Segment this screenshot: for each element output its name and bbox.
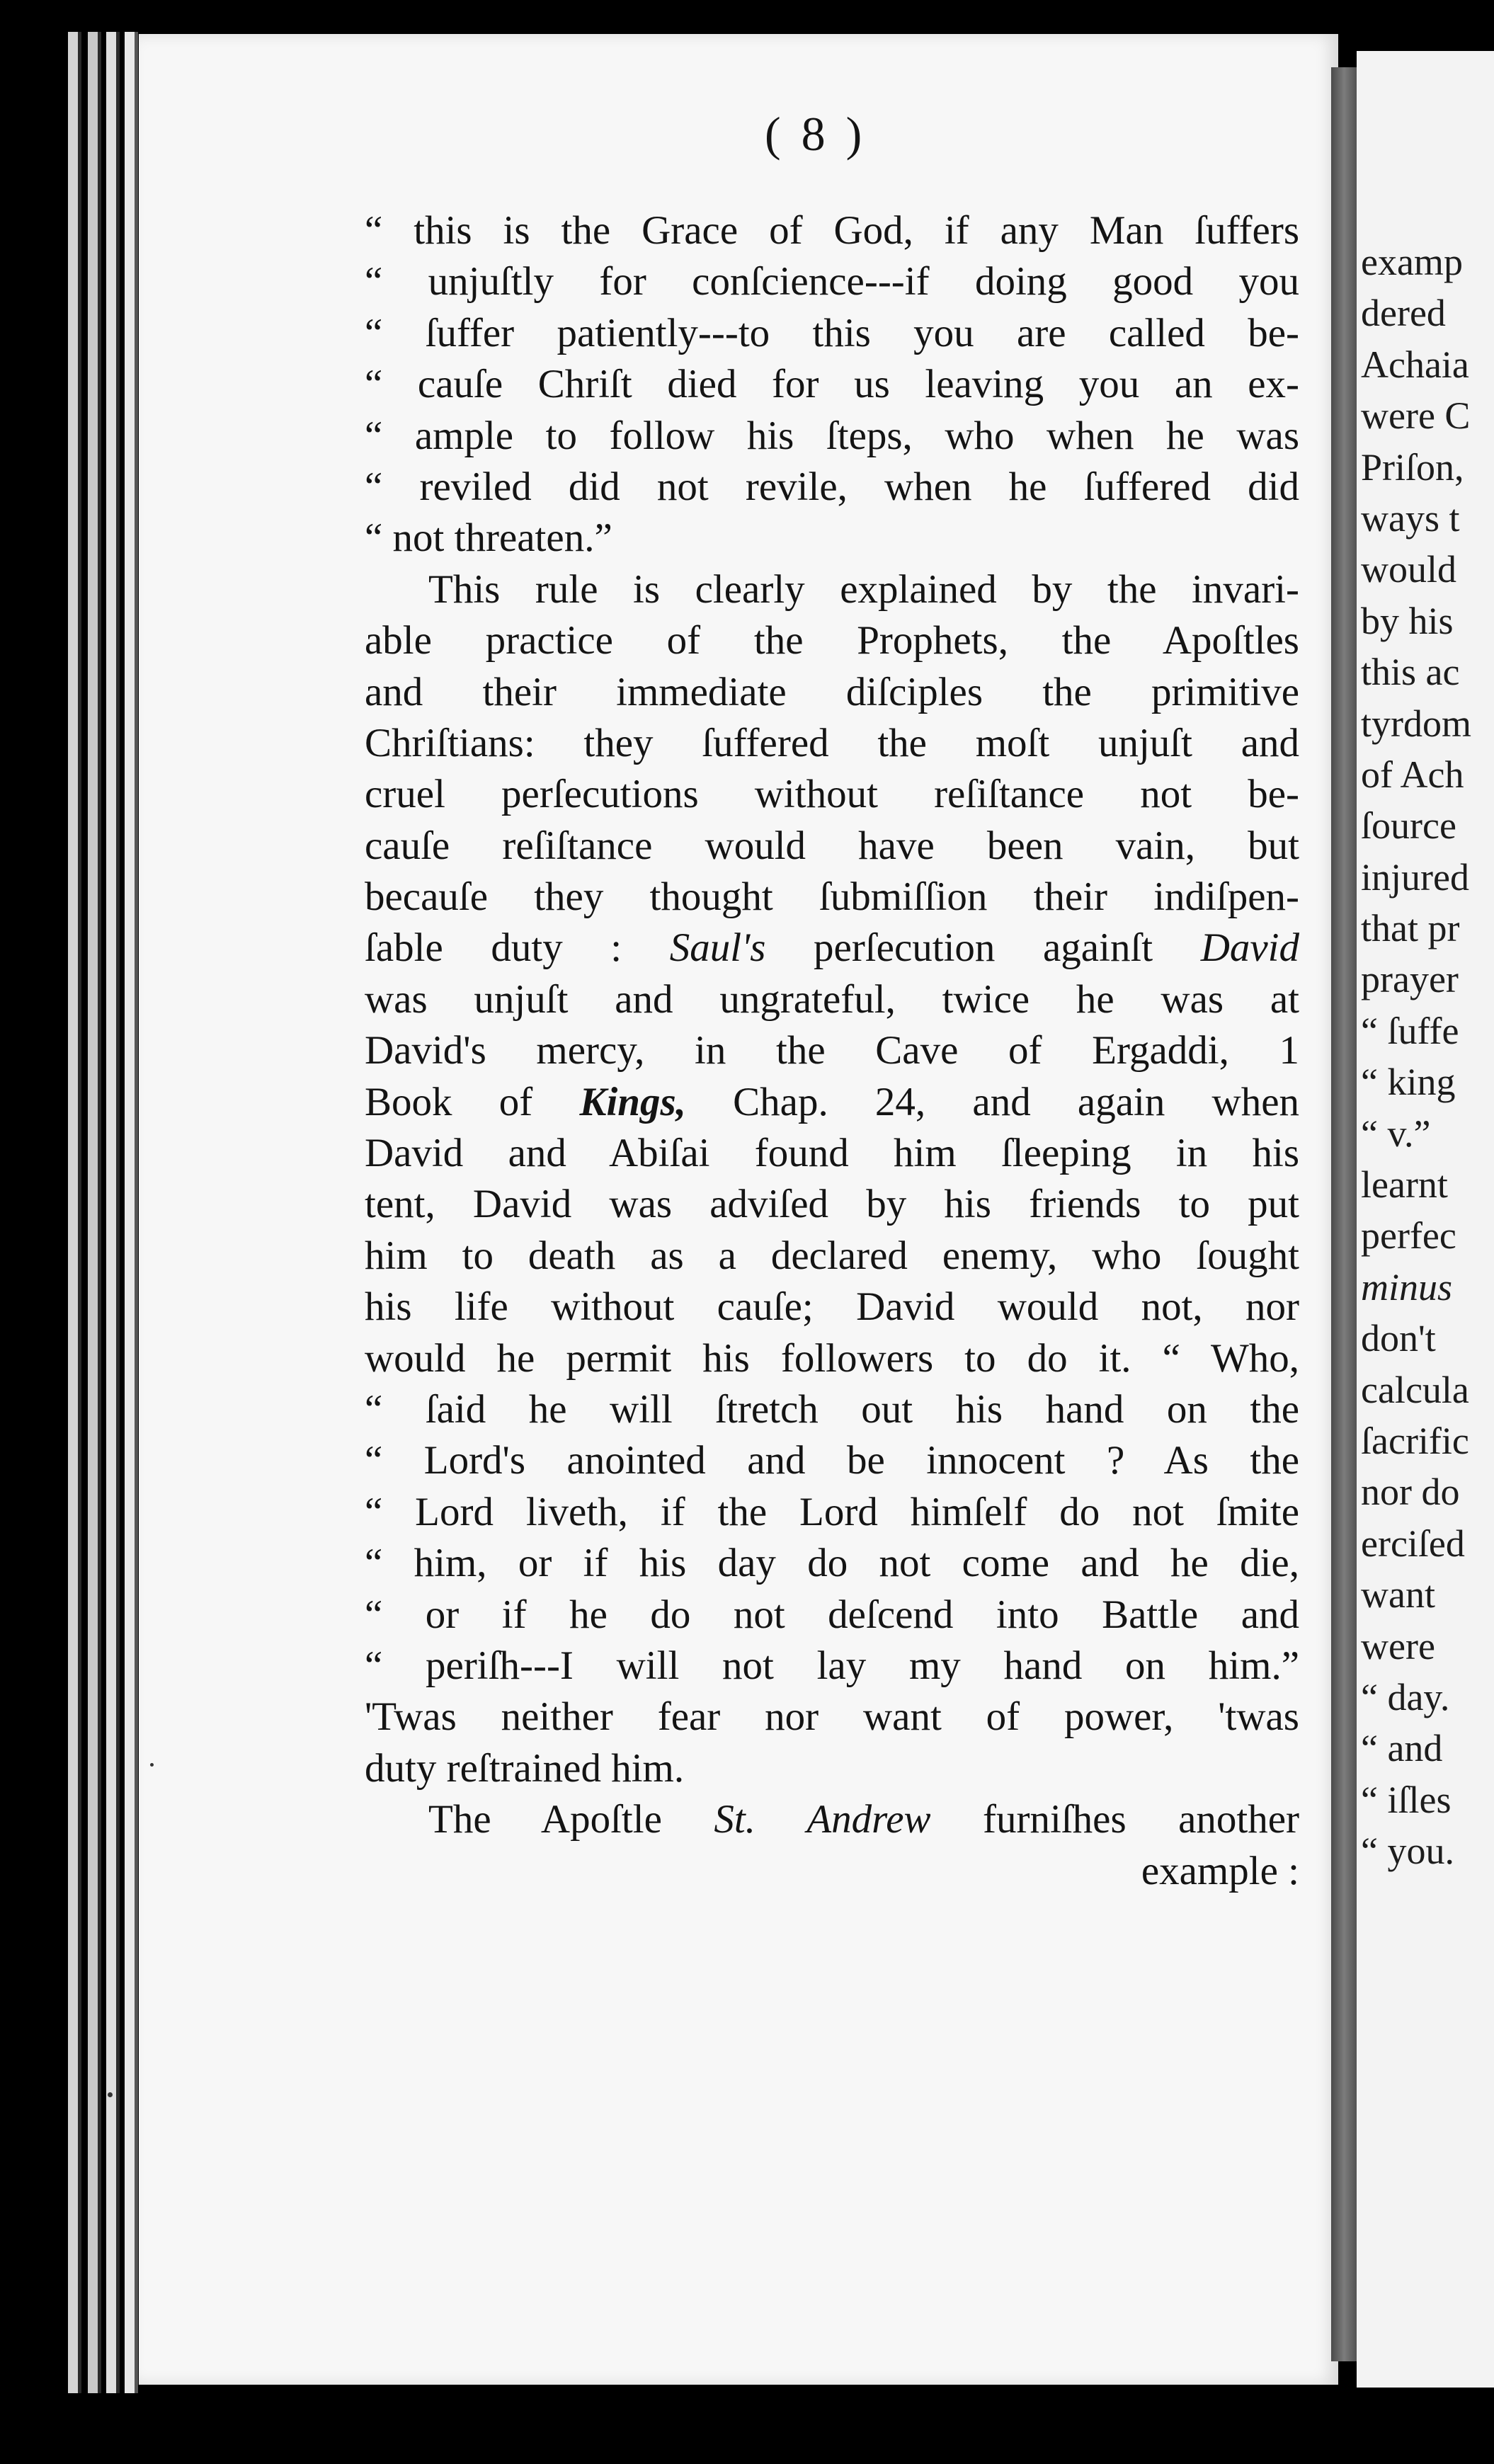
facing-page [1357,51,1494,2388]
text-line: “ reviled did not revile, when he ſuffered did [365,464,1299,509]
italic-name-st-andrew: St. Andrew [714,1797,931,1842]
ink-speck [108,2092,113,2097]
facing-line: perfec [1361,1214,1456,1257]
page-edge [125,32,138,2393]
page-edge [68,32,81,2393]
text-line: David's mercy, in the Cave of Ergaddi, 1 [365,1028,1299,1073]
page-number: ( 8 ) [765,107,867,161]
facing-line: examp [1361,241,1463,283]
text-line: “ ſuffer patiently---to this you are called be- [365,310,1299,355]
facing-line: “ and [1361,1727,1443,1770]
page-edge [88,32,101,2393]
italic-book-kings: Kings, [579,1079,686,1124]
facing-line: this ac [1361,651,1460,694]
text-line: “ ſaid he will ſtretch out his hand on the [365,1386,1299,1432]
text-line: becauſe they thought ſubmiſſion their indiſpen- [365,874,1299,920]
facing-line: of Ach [1361,753,1464,796]
text-segment: perſecution againſt [814,925,1153,971]
facing-line: ways t [1361,496,1460,540]
facing-line: minus [1361,1265,1453,1308]
text-line: duty reſtrained him. [365,1745,685,1791]
facing-line: “ iſles [1361,1778,1452,1821]
facing-line: “ day. [1361,1675,1450,1718]
facing-line: would [1361,548,1456,591]
paragraph-first-line [365,1794,1299,1845]
facing-line: don't [1361,1317,1436,1360]
ink-speck [150,1763,154,1767]
text-line: “ not threaten.” [365,515,612,561]
facing-line: “ v.” [1361,1112,1431,1155]
text-line: “ ample to follow his ſteps, who when he was [365,413,1299,458]
text-line: cruel perſecutions without reſiſtance not be- [365,772,1299,817]
italic-name-saul: Saul's [669,925,766,971]
paragraph-first-line: This rule is clearly explained by the invari- [428,566,1299,612]
text-segment: furniſhes another [983,1797,1300,1842]
facing-line: nor do [1361,1471,1460,1514]
facing-line: ſource [1361,804,1456,848]
text-line: “ this is the Grace of God, if any Man ſuffers [365,208,1299,253]
facing-line: Priſon, [1361,445,1464,489]
text-line: 'Twas neither fear nor want of power, 'twas [365,1694,1299,1740]
text-segment: Book of [365,1079,533,1124]
text-line: was unjuſt and ungrateful, twice he was at [365,976,1299,1022]
text-line: and their immediate diſciples the primitive [365,669,1299,714]
text-segment: ſable duty : [365,925,622,971]
facing-line: injured [1361,855,1469,899]
facing-line: “ ſuffe [1361,1009,1459,1052]
text-line: his life without cauſe; David would not, nor [365,1284,1299,1330]
facing-line: by his [1361,599,1454,642]
italic-name-david: David [1200,925,1300,971]
facing-line: prayer [1361,958,1459,1001]
body-text [365,205,1299,1897]
text-line [365,923,1299,974]
text-line: “ or if he do not deſcend into Battle and [365,1592,1299,1637]
text-line: cauſe reſiſtance would have been vain, but [365,823,1299,868]
facing-line: Achaia [1361,343,1469,386]
text-line: him to death as a declared enemy, who ſought [365,1233,1299,1278]
page-edge [106,32,120,2393]
text-line: David and Abiſai found him ſleeping in his [365,1131,1299,1176]
text-line: tent, David was adviſed by his friends to put [365,1182,1299,1227]
text-segment: Chap. 24, and again when [733,1079,1300,1124]
facing-line: “ king [1361,1061,1456,1104]
facing-line: learnt [1361,1163,1448,1207]
text-line: “ Lord's anointed and be innocent ? As the [365,1438,1299,1483]
text-line: would he permit his followers to do it. “ Who, [365,1335,1299,1381]
facing-line: were [1361,1624,1435,1667]
text-segment: The Apoſtle [428,1797,662,1842]
facing-line: ſacrific [1361,1419,1469,1462]
text-line: “ cauſe Chriſt died for us leaving you an ex- [365,362,1299,407]
text-line: “ Lord liveth, if the Lord himſelf do not ſmite [365,1489,1299,1534]
facing-line: dered [1361,292,1446,335]
text-line: “ unjuſtly for conſcience---if doing good you [365,259,1299,304]
facing-line: were C [1361,394,1471,438]
facing-line: erciſed [1361,1522,1465,1565]
text-line: Chriſtians: they ſuffered the moſt unjuſt and [365,720,1299,765]
text-line: “ periſh---I will not lay my hand on him.” [365,1643,1299,1688]
facing-line: calcula [1361,1368,1469,1411]
text-line: able practice of the Prophets, the Apoſtles [365,618,1299,663]
facing-line: tyrdom [1361,702,1471,745]
facing-page-text [1361,236,1471,1877]
catchword: example : [1141,1848,1299,1893]
text-line [365,1077,1299,1128]
text-line: “ him, or if his day do not come and he die, [365,1541,1299,1586]
facing-line: that pr [1361,907,1460,950]
facing-line: “ you. [1361,1830,1454,1873]
facing-line: want [1361,1573,1435,1616]
